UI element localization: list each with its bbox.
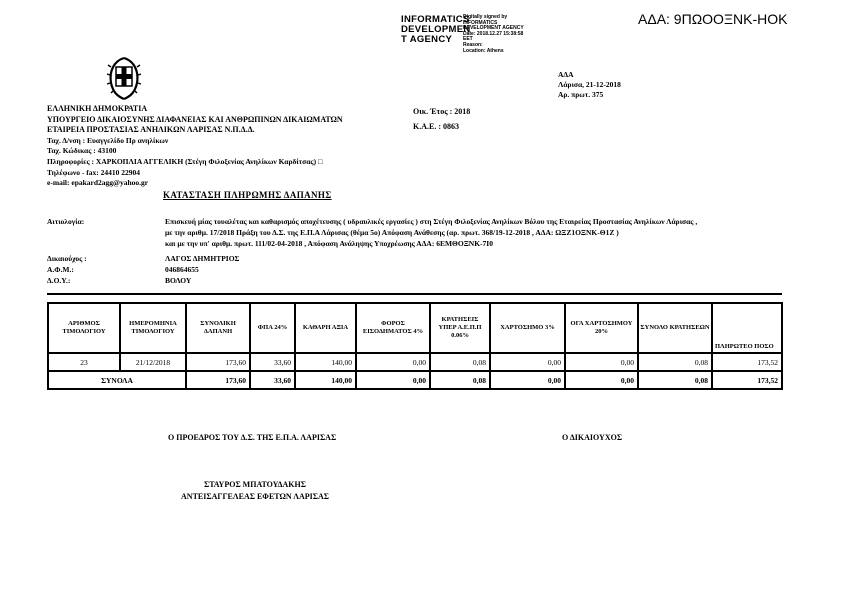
right-meta bbox=[558, 70, 621, 100]
cell-aepp-deduction: 0,08 bbox=[430, 353, 490, 371]
table-row bbox=[48, 353, 782, 371]
cell-net-value: 140,00 bbox=[295, 353, 356, 371]
cell-total-expense: 173,60 bbox=[186, 353, 250, 371]
postal-code: Ταχ. Κώδικας : 43100 bbox=[47, 146, 117, 156]
cell-total-deductions: 0,08 bbox=[638, 353, 712, 371]
col-aepp-deduction: ΚΡΑΤΗΣΕΙΣ ΥΠΕΡ Α.Ε.Π.Π 0.06% bbox=[430, 303, 490, 353]
col-net-value: ΚΑΘΑΡΗ ΑΞΙΑ bbox=[295, 303, 356, 353]
net-value-sum: 140,00 bbox=[295, 371, 356, 389]
table-header-row bbox=[48, 303, 782, 353]
cell-income-tax: 0,00 bbox=[356, 353, 430, 371]
stamp-detail-line: INFORMATICS bbox=[463, 19, 498, 26]
total-expense-sum: 173,60 bbox=[186, 371, 250, 389]
oga-stamp-sum: 0,00 bbox=[565, 371, 638, 389]
col-income-tax: ΦΟΡΟΣ ΕΙΣΟΔΗΜΑΤΟΣ 4% bbox=[356, 303, 430, 353]
beneficiary-label: Δικαιούχος : bbox=[47, 254, 87, 263]
email: e-mail: epakard2agg@yahoo.gr bbox=[47, 178, 149, 188]
col-stamp-duty: ΧΑΡΤΟΣΗΜΟ 3% bbox=[490, 303, 565, 353]
totals-row bbox=[48, 371, 782, 389]
city-date: Λάρισα, 21-12-2018 bbox=[558, 80, 621, 89]
stamp-duty-sum: 0,00 bbox=[490, 371, 565, 389]
divider-line bbox=[47, 293, 782, 295]
stamp-agency-line: DEVELOPMEN bbox=[401, 24, 471, 35]
col-total-deductions: ΣΥΝΟΛΟ ΚΡΑΤΗΣΕΩΝ bbox=[638, 303, 712, 353]
justification-line: με την αριθμ. 17/2018 Πράξη του Δ.Σ. της Ε.Π.Α Λάρισας (θέμα 5ο) Απόφαση Ανάθεσης (αρ. πρωτ. 368/19-12-2018 , ΑΔΑ: ΩΞΖ1ΟΞΝΚ-Θ1Ζ ) bbox=[165, 228, 619, 237]
col-total-expense: ΣΥΝΟΛΙΚΗ ΔΑΠΑΝΗ bbox=[186, 303, 250, 353]
ada-label: ΑΔΑ bbox=[558, 70, 574, 79]
cell-oga-stamp: 0,00 bbox=[565, 353, 638, 371]
stamp-detail-line: DEVELOPMENT AGENCY bbox=[463, 25, 524, 32]
greek-coat-of-arms-icon bbox=[106, 55, 142, 106]
col-payable-amount: ΠΛΗΡΩΤΕΟ ΠΟΣΟ bbox=[712, 303, 782, 353]
beneficiary-name: ΛΑΓΟΣ ΔΗΜΗΤΡΙΟΣ bbox=[165, 254, 240, 263]
stamp-agency-line: T AGENCY bbox=[401, 34, 453, 45]
afm-value: 046864655 bbox=[165, 265, 199, 274]
payment-table bbox=[47, 302, 783, 390]
stamp-detail-line: Reason: bbox=[463, 41, 483, 48]
ada-code-header: ΑΔΑ: 9ΠΩΟΟΞΝΚ-ΗΟΚ bbox=[638, 11, 788, 27]
org-ministry: ΥΠΟΥΡΓΕΙΟ ΔΙΚΑΙΟΣΥΝΗΣ ΔΙΑΦΑΝΕΙΑΣ ΚΑΙ ΑΝΘΡΩΠΙΝΩΝ ΔΙΚΑΙΩΜΑΤΩΝ bbox=[47, 114, 343, 124]
justification-line: και με την υπ' αριθμ. πρωτ. 111/02-04-2018 , Απόφαση Ανάληψης Υποχρέωσης ΑΔΑ: 6ΕΜΘΟΞΝΚ-7Ι0 bbox=[165, 239, 493, 248]
income-tax-sum: 0,00 bbox=[356, 371, 430, 389]
stamp-detail-line: Location: Athens bbox=[463, 47, 504, 54]
doy-label: Δ.Ο.Υ.: bbox=[47, 276, 71, 285]
total-deductions-sum: 0,08 bbox=[638, 371, 712, 389]
justification-label: Αιτιολογία: bbox=[47, 217, 85, 226]
president-signature-title: Ο ΠΡΟΕΔΡΟΣ ΤΟΥ Δ.Σ. ΤΗΣ Ε.Π.Α. ΛΑΡΙΣΑΣ bbox=[168, 433, 337, 442]
col-vat: ΦΠΑ 24% bbox=[250, 303, 295, 353]
cell-stamp-duty: 0,00 bbox=[490, 353, 565, 371]
signature-stamp-details bbox=[463, 15, 573, 54]
aepp-deduction-sum: 0,08 bbox=[430, 371, 490, 389]
cell-vat: 33,60 bbox=[250, 353, 295, 371]
fiscal-year: Οικ. Έτος : 2018 bbox=[413, 107, 471, 116]
postal-address: Ταχ. Δ/νση : Ευαγγελίδο Πρ ανηλίκων bbox=[47, 135, 169, 145]
col-invoice-number: ΑΡΙΘΜΟΣ ΤΙΜΟΛΟΓΙΟΥ bbox=[48, 303, 120, 353]
cell-invoice-date: 21/12/2018 bbox=[120, 353, 186, 371]
afm-label: Α.Φ.Μ.: bbox=[47, 265, 74, 274]
org-country: ΕΛΛΗΝΙΚΗ ΔΗΜΟΚΡΑΤΙΑ bbox=[47, 104, 148, 113]
payable-amount-sum: 173,52 bbox=[712, 371, 782, 389]
col-invoice-date: ΗΜΕΡΟΜΗΝΙΑ ΤΙΜΟΛΟΓΙΟΥ bbox=[120, 303, 186, 353]
justification-line: Επισκευή μίας τουαλέτας και καθαρισμός αποχέτευσης ( υδραυλικές εργασίες ) στη Στέγη Φιλοξενίας Ανηλίκων Βόλου της Εταιρείας Προστασίας Ανηλίκων Λάρισας , bbox=[165, 217, 698, 226]
stamp-agency-line: INFORMATICS bbox=[401, 14, 470, 25]
letterhead bbox=[47, 104, 343, 189]
cell-invoice-number: 23 bbox=[48, 353, 120, 371]
contact-person: Πληροφορίες : ΧΑΡΚΟΠΛΙΑ ΑΓΓΕΛΙΚΗ (Στέγη Φιλοξενίας Ανηλίκων Καρδίτσας) □ bbox=[47, 156, 323, 166]
protocol-number: Αρ. πρωτ. 375 bbox=[558, 90, 604, 99]
president-role: ΑΝΤΕΙΣΑΓΓΕΛΕΑΣ ΕΦΕΤΩΝ ΛΑΡΙΣΑΣ bbox=[181, 492, 329, 501]
signature-stamp-agency bbox=[401, 15, 471, 45]
stamp-detail-line: Digitally signed by bbox=[463, 14, 508, 20]
stamp-detail-line: Date: 2018.12.27 15:38:58 bbox=[463, 30, 524, 37]
beneficiary-signature-title: Ο ΔΙΚΑΙΟΥΧΟΣ bbox=[562, 433, 623, 442]
cell-payable-amount: 173,52 bbox=[712, 353, 782, 371]
kae-code: Κ.Α.Ε. : 0863 bbox=[413, 122, 459, 131]
document-title: ΚΑΤΑΣΤΑΣΗ ΠΛΗΡΩΜΗΣ ΔΑΠΑΝΗΣ bbox=[163, 190, 332, 200]
phone-fax: Τηλέφωνο - fax: 24410 22904 bbox=[47, 167, 141, 177]
stamp-detail-line: EET bbox=[463, 36, 473, 43]
president-name: ΣΤΑΥΡΟΣ ΜΠΑΤΟΥΔΑΚΗΣ bbox=[204, 480, 306, 489]
totals-label: ΣΥΝΟΛΑ bbox=[48, 371, 186, 389]
doy-value: ΒΟΛΟΥ bbox=[165, 276, 192, 285]
justification-text bbox=[165, 216, 805, 249]
vat-sum: 33,60 bbox=[250, 371, 295, 389]
col-oga-stamp: ΟΓΑ ΧΑΡΤΟΣΗΜΟΥ 20% bbox=[565, 303, 638, 353]
org-agency: ΕΤΑΙΡΕΙΑ ΠΡΟΣΤΑΣΙΑΣ ΑΝΗΛΙΚΩΝ ΛΑΡΙΣΑΣ Ν.Π.Δ.Δ. bbox=[47, 125, 255, 135]
